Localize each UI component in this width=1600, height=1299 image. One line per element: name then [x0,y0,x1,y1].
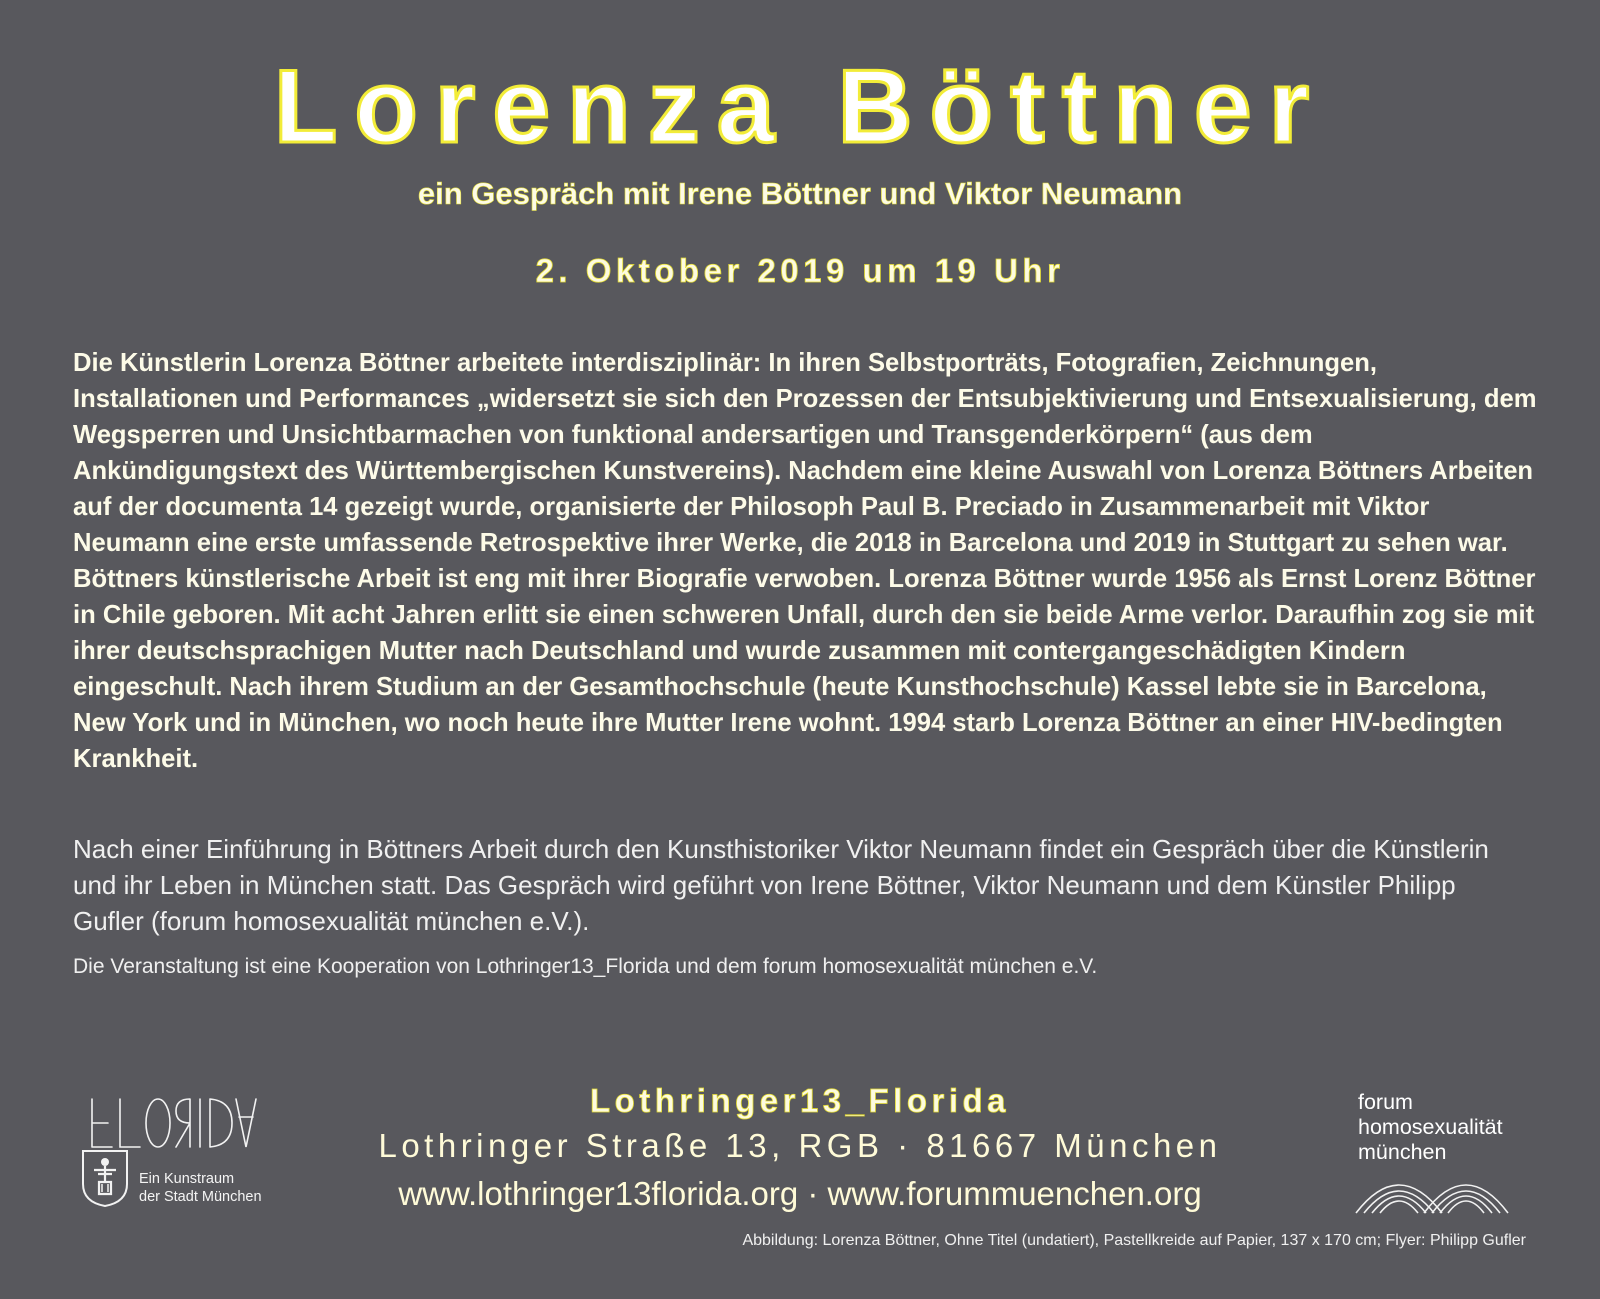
description-paragraph: Die Künstlerin Lorenza Böttner arbeitete interdisziplinär: In ihren Selbstporträts, Fotografien, Zeichnungen, Installationen und Performances „widersetzt sie sich den Prozessen der Entsubjektivierung und Entsexualisierung, dem Wegsperren und Unsichtbarmachen von funktional andersartigen und Transgenderkörpern“ (aus dem Ankündigungstext des Württembergischen Kunstvereins). Nachdem eine kleine Auswahl von Lorenza Böttners Arbeiten auf der documenta 14 gezeigt wurde, organisierte der Philosoph Paul B. Preciado in Zusammenarbeit mit Viktor Neumann eine erste umfassende Retrospektive ihrer Werke, die 2018 in Barcelona und 2019 in Stuttgart zu sehen war. Böttners künstlerische Arbeit ist eng mit ihrer Biografie verwoben. Lorenza Böttner wurde 1956 als Ernst Lorenz Böttner in Chile geboren. Mit acht Jahren erlitt sie einen schweren Unfall, durch den sie beide Arme verlor. Daraufhin zog sie mit ihrer deutschsprachigen Mutter nach Deutschland und wurde zusammen mit contergangeschädigten Kindern eingeschult. Nach ihrem Studium an der Gesamthochschule (heute Kunsthochschule) Kassel lebte sie in Barcelona, New York und in München, wo noch heute ihre Mutter Irene wohnt. 1994 starb Lorenza Böttner an einer HIV-bedingten Krankheit. [73,349,1537,773]
venue-name: Lothringer13_Florida [589,1082,1011,1119]
city-label-line2: der Stadt München [139,1189,262,1205]
event-date: 2. Oktober 2019 um 19 Uhr [535,252,1065,289]
program-paragraph: Nach einer Einführung in Böttners Arbeit durch den Kunsthistoriker Viktor Neumann findet ein Gespräch über die Künstlerin und ihr Leben in München statt. Das Gespräch wird geführt von Irene Böttner, Viktor Neumann und dem Künstler Philipp Gufler (forum homosexualität münchen e.V.). [73,834,1489,936]
forum-line-1: forum [1358,1090,1413,1114]
venue-address: Lothringer Straße 13, RGB · 81667 München [378,1127,1222,1164]
image-credit: Abbildung: Lorenza Böttner, Ohne Titel (undatiert), Pastellkreide auf Papier, 137 x 170 cm; Flyer: Philipp Gufler [742,1232,1526,1249]
city-label-line1: Ein Kunstraum [139,1171,235,1187]
forum-line-3: münchen [1358,1140,1447,1164]
event-title: Lorenza Böttner [273,49,1327,165]
cooperation-note: Die Veranstaltung ist eine Kooperation von Lothringer13_Florida und dem forum homosexualität münchen e.V. [73,955,1098,978]
forum-logo-text [1358,1090,1558,1165]
forum-line-2: homosexualität [1358,1115,1503,1139]
forum-arcs-icon [1354,1165,1524,1215]
event-subtitle: ein Gespräch mit Irene Böttner und Viktor Neumann [417,176,1183,211]
venue-urls[interactable]: www.lothringer13florida.org · www.forummuenchen.org [398,1175,1202,1212]
